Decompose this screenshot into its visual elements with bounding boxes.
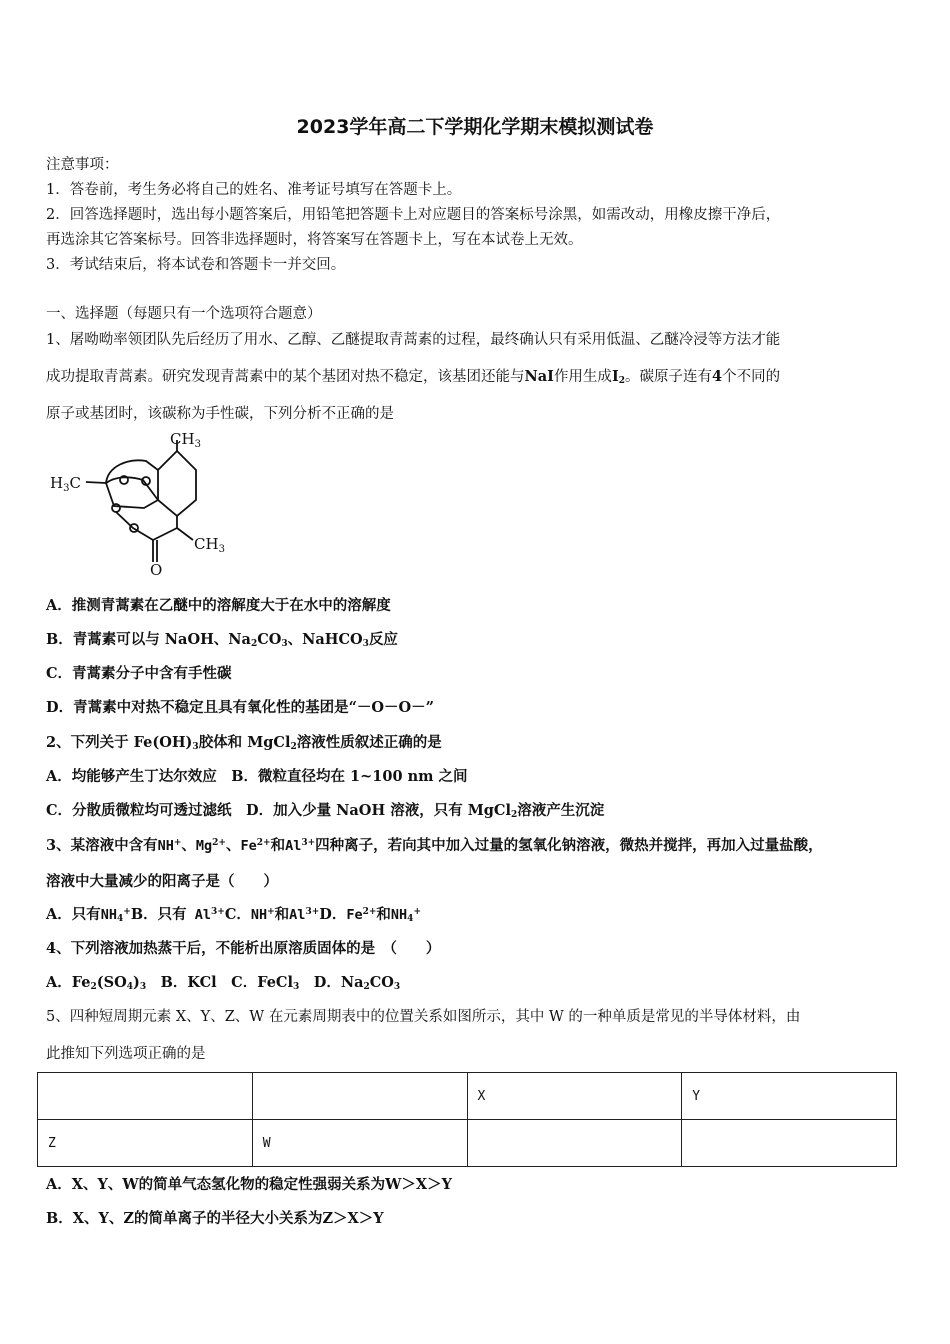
periodic-table-fragment <box>37 1072 897 1167</box>
notice-item: 3．考试结束后，将本试卷和答题卡一并交回。 <box>46 257 346 273</box>
q1-stem-line1: 1、屠呦呦率领团队先后经历了用水、乙醇、乙醚提取青蒿素的过程，最终确认只有采用低温、乙醚冷浸等方法才能 <box>46 332 781 348</box>
q1-option-b: B．青蒿素可以与 NaOH、$Na_2CO_3$、NaHCO$_3$反应 <box>46 631 398 649</box>
notice-item: 再选涂其它答案标号。回答非选择题时，将答案写在答题卡上，写在本试卷上无效。 <box>46 232 583 248</box>
q1-stem-line2: 成功提取青蒿素。研究发现青蒿素中的某个基团对热不稳定，该基团还能与NaI作用生成$I_2$。碳原子连有4个不同的 <box>46 368 781 386</box>
table-row <box>38 1120 897 1167</box>
page-title: 2023学年高二下学期化学期末模拟测试卷 <box>296 116 654 138</box>
q1-option-d: D．青蒿素中对热不稳定且具有氧化性的基团是“－O－O－” <box>46 699 435 716</box>
notice-item: 2．回答选择题时，选出每小题答案后，用铅笔把答题卡上对应题目的答案标号涂黑，如需改动，用橡皮擦干净后， <box>46 207 781 223</box>
methyl-label-top: $CH_3$ <box>170 430 201 450</box>
table-cell <box>38 1073 253 1120</box>
q2-options-ab: A．均能够产生丁达尔效应 B．微粒直径均在 1~100 nm 之间 <box>46 768 468 785</box>
notice-item: 1．答卷前，考生务必将自己的姓名、准考证号填写在答题卡上。 <box>46 182 462 198</box>
q4-options: A．$Fe_2(SO_4)_3$ B．KCl C．FeCl$_3$ D．$Na_2CO_3$ <box>46 974 401 992</box>
q2-options-cd: C．分散质微粒均可透过滤纸 D．加入少量 NaOH 溶液，只有 MgCl$_2$溶液产生沉淀 <box>46 802 605 820</box>
q2-stem: 2、下列关于 $Fe(OH)_3$胶体和 MgCl$_2$溶液性质叙述正确的是 <box>46 734 442 752</box>
notice-heading: 注意事项： <box>46 157 119 173</box>
q1-option-c: C．青蒿素分子中含有手性碳 <box>46 665 232 682</box>
table-cell <box>252 1073 467 1120</box>
table-cell: X <box>467 1073 682 1120</box>
q5-stem-line1: 5、四种短周期元素 X、Y、Z、W 在元素周期表中的位置关系如图所示，其中 W 的一种单质是常见的半导体材料，由 <box>46 1009 801 1025</box>
table-cell: Y <box>682 1073 897 1120</box>
q4-stem: 4、下列溶液加热蒸干后，不能析出原溶质固体的是 （ ） <box>46 940 441 957</box>
carbonyl-oxygen-label: O <box>150 561 163 578</box>
table-row <box>38 1073 897 1120</box>
q1-stem-line3: 原子或基团时，该碳称为手性碳，下列分析不正确的是 <box>46 406 394 422</box>
methyl-label-right: $CH_3$ <box>194 535 225 555</box>
table-cell <box>467 1120 682 1167</box>
methyl-label-left: $H_3C$ <box>50 474 81 494</box>
q5-option-b: B．X、Y、Z的简单离子的半径大小关系为Z＞X＞Y <box>46 1210 384 1227</box>
section-heading: 一、选择题（每题只有一个选项符合题意） <box>46 306 322 322</box>
q5-stem-line2: 此推知下列选项正确的是 <box>46 1046 206 1062</box>
artemisinin-structure-diagram <box>48 428 238 578</box>
q5-option-a: A．X、Y、W的简单气态氢化物的稳定性强弱关系为W＞X＞Y <box>46 1176 453 1193</box>
table-cell: W <box>252 1120 467 1167</box>
table-cell <box>682 1120 897 1167</box>
q1-option-a: A．推测青蒿素在乙醚中的溶解度大于在水中的溶解度 <box>46 597 391 614</box>
table-cell: Z <box>38 1120 253 1167</box>
q3-stem-line1: 3、某溶液中含有NH+、$Mg^{2+}$、$Fe^{2+}$和$Al^{3+}$四种离子，若向其中加入过量的氢氧化钠溶液，微热并搅拌，再加入过量盐酸， <box>46 837 823 854</box>
q3-options: A．只有$NH_4^+B$．只有 $Al^{3+}C$．NH+和$Al^{3+}D$．$Fe^{2+}$和$NH_4^+$ <box>46 906 421 924</box>
q3-stem-line2: 溶液中大量减少的阳离子是（ ） <box>46 873 278 890</box>
